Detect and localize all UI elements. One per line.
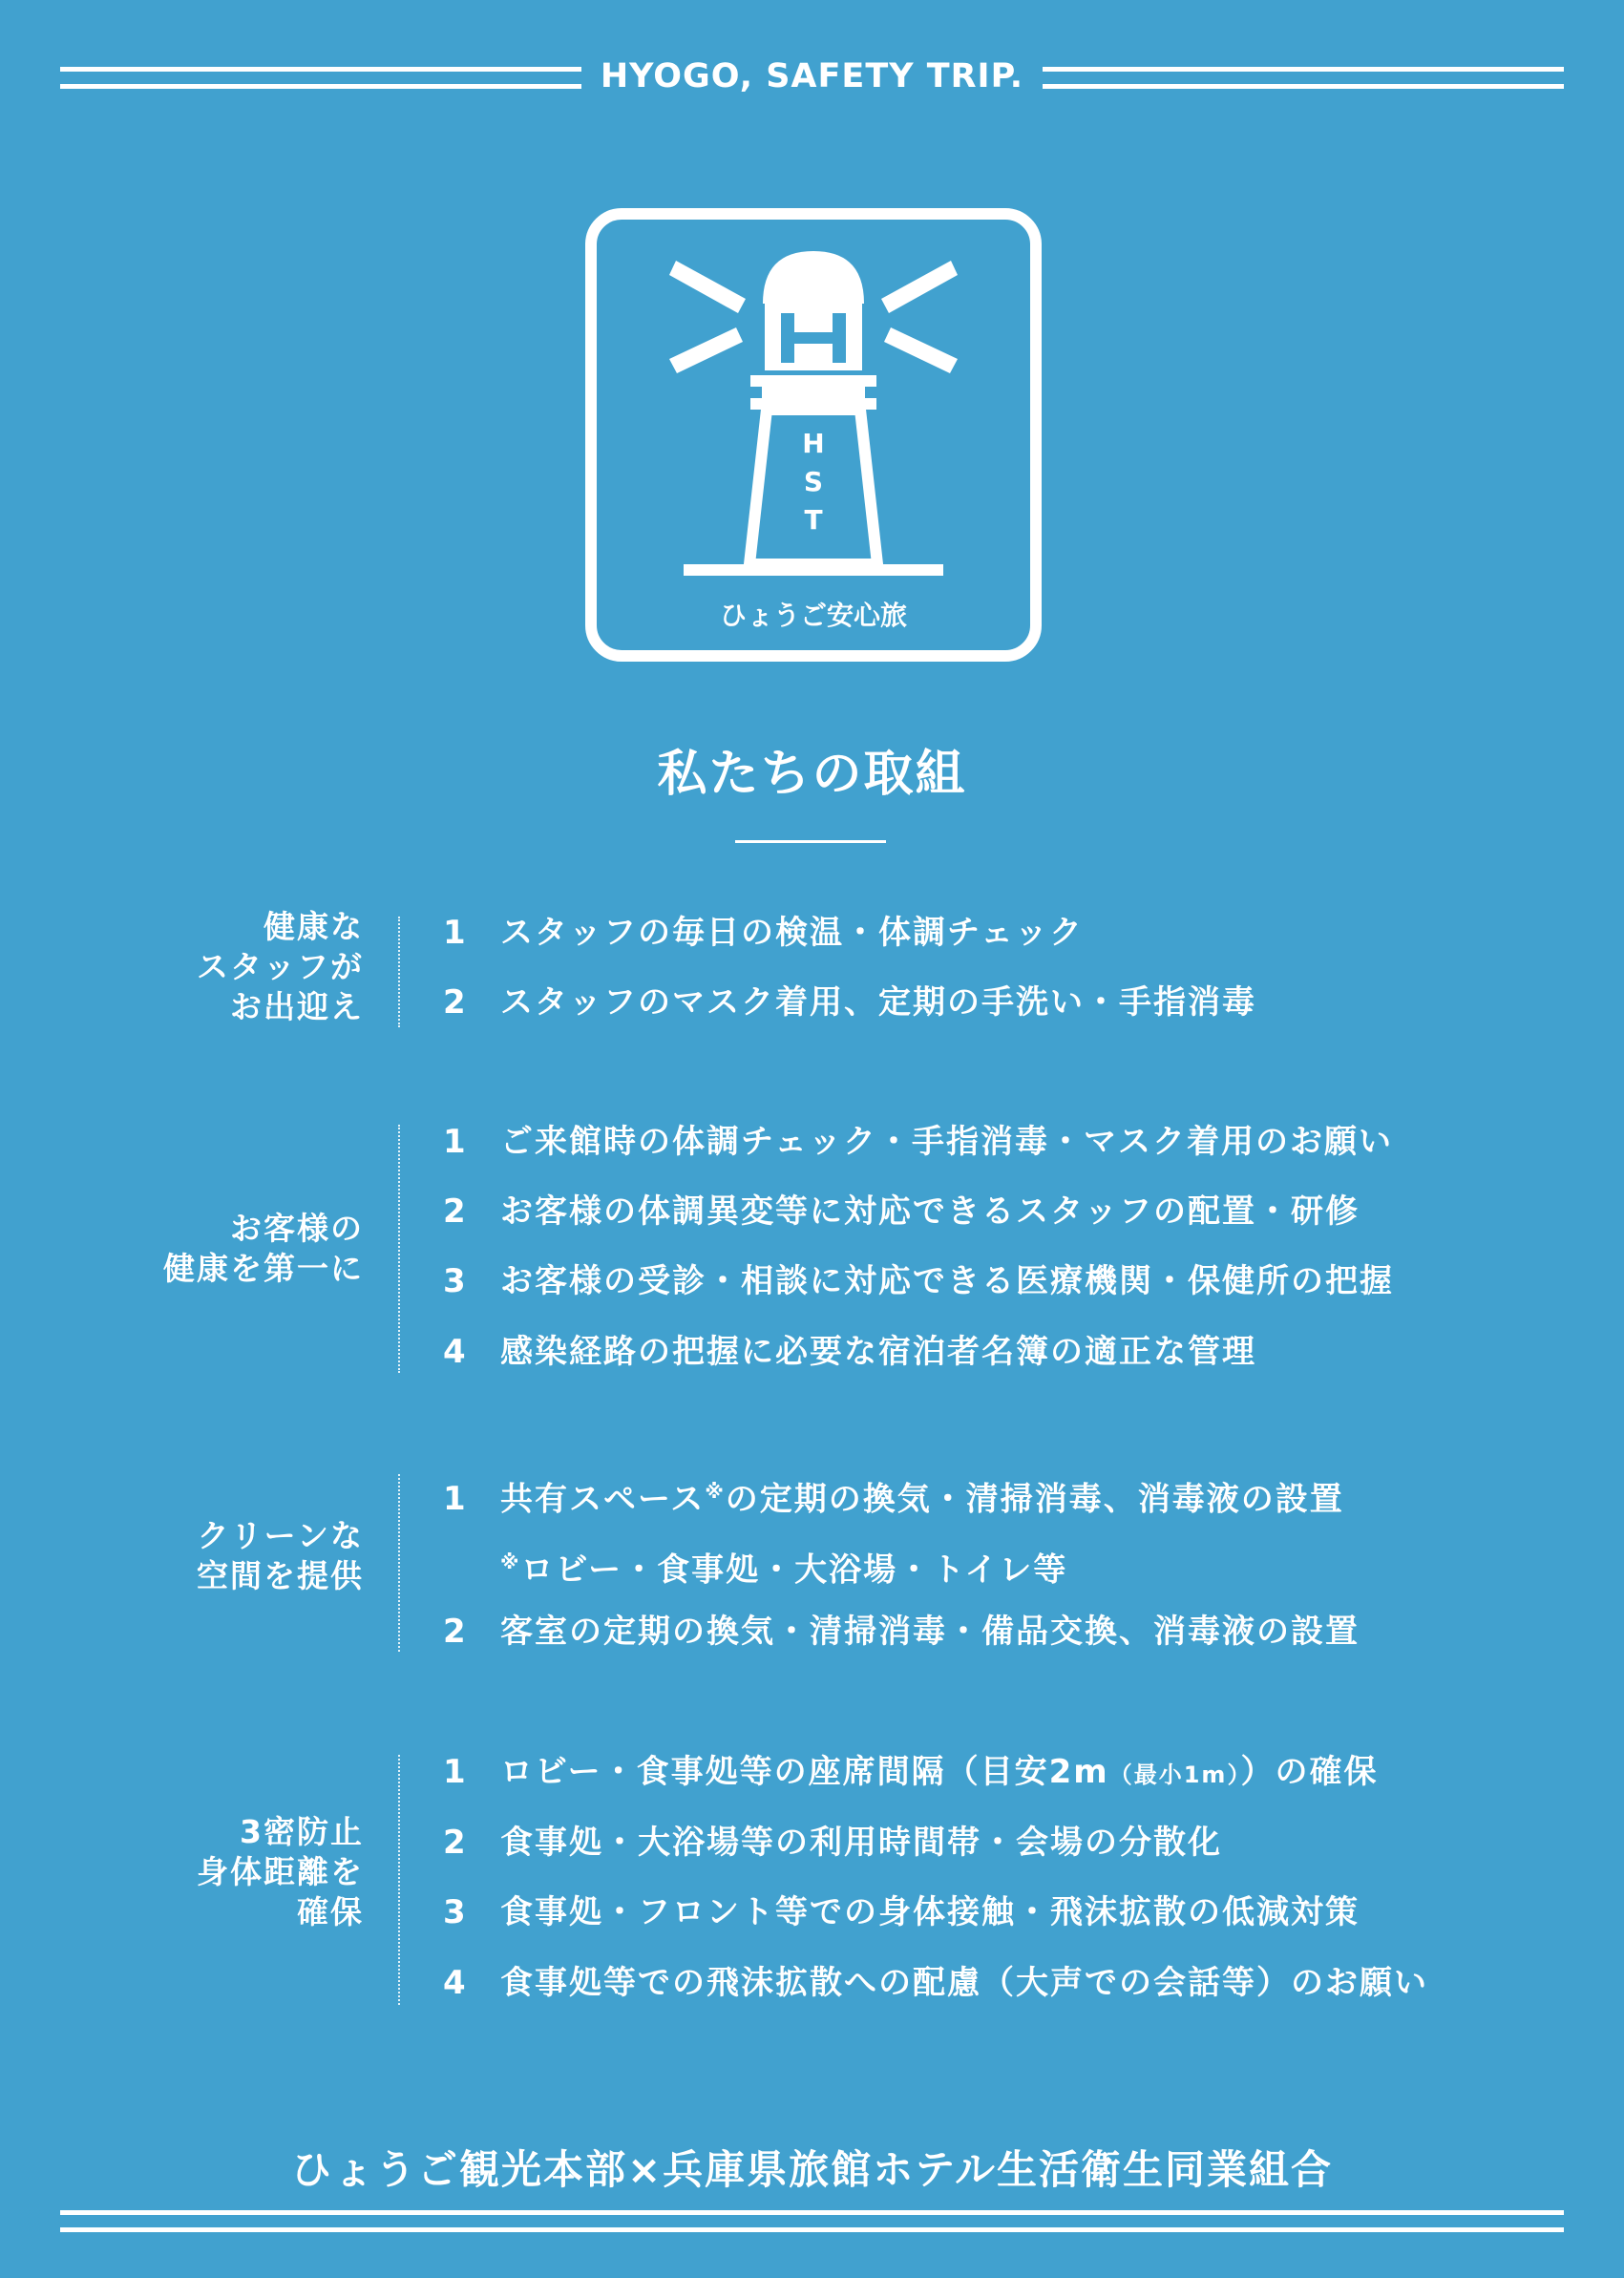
section-label	[197, 1516, 364, 1596]
brand-header	[0, 57, 1624, 95]
footer-rule-top	[60, 2210, 1564, 2215]
logo-letter-h: H	[802, 428, 825, 459]
section-label-line: 身体距離を	[197, 1853, 364, 1890]
list-item: 2 客室の定期の換気・清掃消毒・備品交換、消毒液の設置	[443, 1613, 1360, 1651]
section-divider	[398, 1125, 400, 1373]
page-title: 私たちの取組	[657, 746, 967, 803]
section-label-line: 健康な	[264, 908, 364, 945]
brand-text: HYOGO, SAFETY TRIP.	[581, 57, 1043, 95]
list-item: 4 食事処等での飛沫拡散への配慮（大声での会話等）のお願い	[443, 1964, 1428, 2002]
section-label-line: お出迎え	[230, 988, 364, 1025]
section-divider	[398, 1755, 400, 2005]
list-item: 1 共有スペース※の定期の換気・清掃消毒、消毒液の設置	[443, 1480, 1344, 1519]
list-item: 3 お客様の受診・相談に対応できる医療機関・保健所の把握	[443, 1262, 1394, 1300]
logo-letter-t: T	[804, 504, 823, 536]
section-divider	[398, 1474, 400, 1652]
section-label-line: 確保	[297, 1893, 364, 1930]
list-item: 3 食事処・フロント等での身体接触・飛沫拡散の低減対策	[443, 1893, 1360, 1931]
section-label-line: お客様の	[230, 1210, 364, 1247]
list-item: 2 食事処・大浴場等の利用時間帯・会場の分散化	[443, 1824, 1222, 1862]
list-item: 2 スタッフのマスク着用、定期の手洗い・手指消毒	[443, 983, 1256, 1022]
section-label-line: スタッフが	[197, 948, 364, 985]
list-item: 1 ロビー・食事処等の座席間隔（目安2m（最小1m））の確保	[443, 1753, 1379, 1791]
list-item: 2 お客様の体調異変等に対応できるスタッフの配置・研修	[443, 1192, 1360, 1231]
section-label	[197, 907, 364, 1027]
logo-caption: ひょうご安心旅	[719, 600, 908, 631]
section-label-line: 空間を提供	[197, 1557, 364, 1594]
footnote: ※ロビー・食事処・大浴場・トイレ等	[500, 1550, 1068, 1590]
section-label-line: クリーンな	[197, 1517, 364, 1554]
list-item: 1 スタッフの毎日の検温・体調チェック	[443, 914, 1084, 952]
section-label	[163, 1209, 364, 1289]
logo-letter-s: S	[803, 466, 824, 497]
footer-rule-bottom	[60, 2227, 1564, 2232]
lighthouse-icon	[585, 208, 1042, 662]
title-underline	[735, 840, 886, 843]
list-item: 1 ご来館時の体調チェック・手指消毒・マスク着用のお願い	[443, 1123, 1393, 1161]
section-label-line: 3密防止	[240, 1813, 364, 1850]
list-item: 4 感染経路の把握に必要な宿泊者名簿の適正な管理	[443, 1333, 1256, 1371]
section-label-line: 健康を第一に	[163, 1250, 364, 1287]
section-divider	[398, 917, 400, 1027]
section-label	[197, 1812, 364, 1932]
footer-organizations: ひょうご観光本部×兵庫県旅館ホテル生活衛生同業組合	[290, 2146, 1334, 2193]
